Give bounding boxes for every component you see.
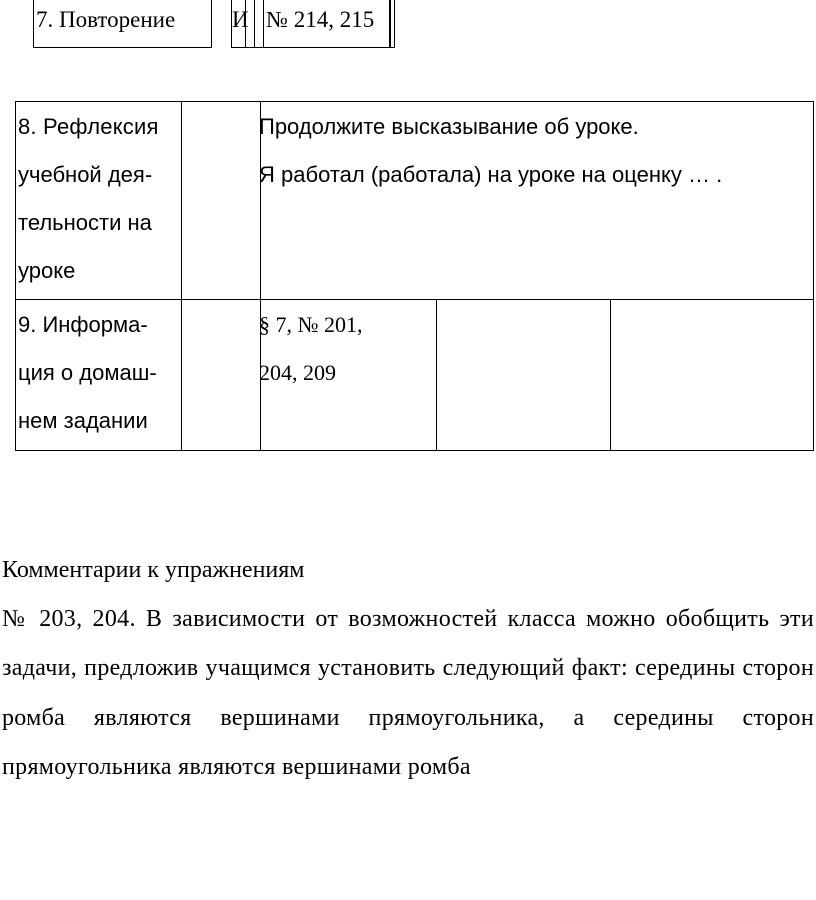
text-line: учебной дея- <box>18 162 153 187</box>
text-line: 9. Информа- <box>18 312 148 337</box>
table-edge <box>389 0 395 48</box>
row9-extra-cell-1 <box>436 299 611 451</box>
row9-content <box>259 301 429 397</box>
stage-cell: 7. Повторение <box>33 0 212 48</box>
row8-content <box>259 103 809 199</box>
text-line: § 7, № 201, <box>259 312 363 337</box>
mark-cell: И <box>231 0 255 48</box>
text-line: нем задании <box>18 408 148 433</box>
lesson-table-rows-8-9 <box>15 101 814 451</box>
row8-empty-cell <box>181 101 261 300</box>
text-line: Продолжите высказывание об уроке. <box>259 114 639 139</box>
row9-empty-cell <box>181 299 261 451</box>
text-line: 8. Рефлексия <box>18 114 159 139</box>
row9-extra-cell-2 <box>610 299 814 451</box>
text-line: ция о домаш- <box>18 360 157 385</box>
lesson-table-row-7 <box>33 0 375 50</box>
empty-cell <box>245 0 264 48</box>
text-line: уроке <box>18 258 76 283</box>
comments-paragraph: № 203, 204. В зависимости от возможностей класса можно обобщить эти задачи, предложив учащимся установить следующий факт: середины сторон ромба являются вершинами прямоугольника, а середины сторон прямоугольника являются вершинами ромба <box>2 606 814 780</box>
comments-heading: Комментарии к упражнениям <box>2 557 305 583</box>
row9-stage-label <box>18 301 178 445</box>
text-line: Я работал (работала) на уроке на оценку … . <box>259 162 723 187</box>
content-cell: № 214, 215 <box>263 0 390 48</box>
text-line: 204, 209 <box>259 360 336 385</box>
row8-stage-label <box>18 103 178 295</box>
text-line: тельности на <box>18 210 152 235</box>
